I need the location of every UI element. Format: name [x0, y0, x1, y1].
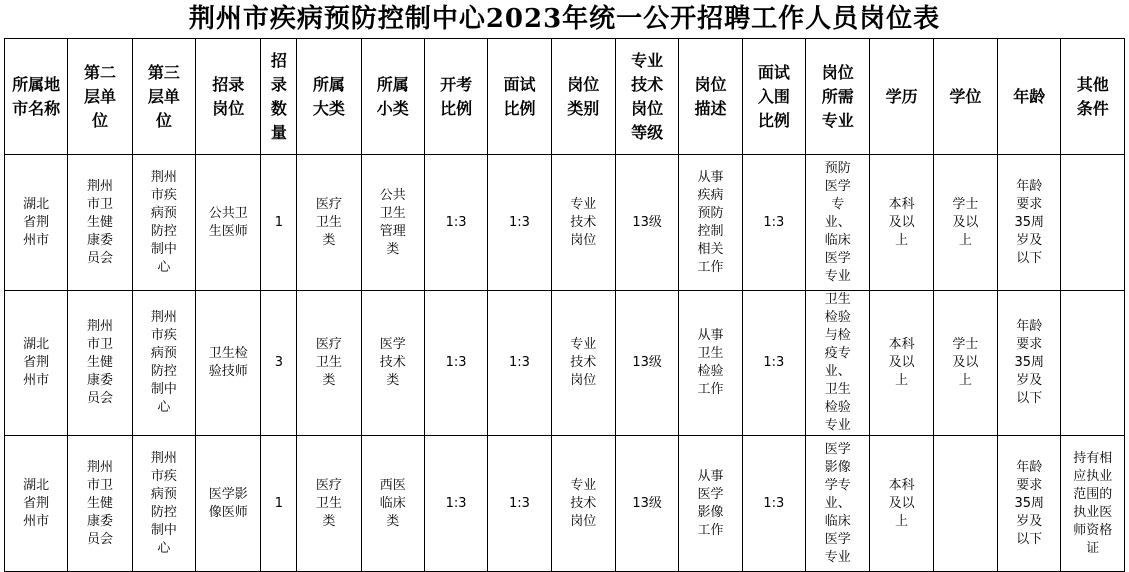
grade-value: 13级 [632, 355, 662, 370]
table-cell [742, 291, 805, 436]
position-type-value: 专业技术岗位 [570, 196, 597, 248]
table-cell [616, 436, 679, 572]
interview-ratio-value: 1:3 [508, 495, 530, 511]
shortlist-ratio-value: 1:3 [763, 495, 785, 511]
education-value: 本科及以上 [888, 477, 915, 529]
table-cell [616, 291, 679, 436]
table-cell [132, 436, 195, 572]
header-label: 招录数量 [270, 50, 287, 142]
major-category-value: 医疗卫生类 [315, 196, 342, 248]
header-label: 学历 [885, 86, 918, 106]
header-cell [933, 39, 997, 155]
table-cell [998, 291, 1061, 436]
table-cell [488, 436, 551, 572]
header-cell [998, 39, 1061, 155]
table-cell [742, 155, 805, 291]
table-cell [261, 436, 297, 572]
table-cell [68, 155, 132, 291]
second-level-unit-value: 荆州市卫生健康委员会 [87, 178, 114, 266]
second-level-unit-value: 荆州市卫生健康委员会 [87, 459, 114, 547]
header-cell [551, 39, 615, 155]
table-cell [68, 436, 132, 572]
header-label: 所属小类 [376, 74, 409, 118]
sub-category-value: 公共卫生管理类 [379, 187, 406, 257]
table-cell [361, 291, 424, 436]
header-cell [361, 39, 424, 155]
shortlist-ratio-value: 1:3 [763, 355, 785, 370]
header-label: 第二层单位 [84, 62, 117, 130]
table-cell [679, 291, 742, 436]
quantity-value: 1 [274, 495, 283, 511]
table-cell [806, 291, 870, 436]
header-cell [1061, 39, 1125, 155]
table-cell [870, 155, 933, 291]
table-cell [5, 291, 68, 436]
position-type-value: 专业技术岗位 [570, 477, 597, 529]
exam-ratio-value: 1:3 [445, 495, 467, 511]
sub-category-value: 西医临床类 [379, 477, 406, 529]
third-level-unit-value: 荆州市疾病预防控制中心 [150, 169, 177, 275]
header-row [5, 39, 1125, 155]
shortlist-ratio-value: 1:3 [763, 214, 785, 230]
header-label: 面试入围比例 [757, 62, 790, 130]
header-label: 岗位描述 [694, 74, 727, 118]
major-value: 医学影像学专业、临床医学专业 [824, 441, 851, 565]
major-category-value: 医疗卫生类 [315, 477, 342, 529]
header-label: 其他条件 [1076, 74, 1109, 118]
positions-table [4, 38, 1125, 572]
table-cell [933, 436, 997, 572]
table-cell [424, 436, 487, 572]
table-cell [196, 291, 261, 436]
grade-value: 13级 [632, 495, 662, 511]
exam-ratio-value: 1:3 [445, 355, 467, 370]
table-cell [5, 436, 68, 572]
major-value: 卫生检验与检疫专业、卫生检验专业 [824, 292, 851, 433]
major-value: 预防医学专业、临床医学专业 [824, 160, 851, 284]
page-title: 荆州市疾病预防控制中心2023年统一公开招聘工作人员岗位表 [188, 4, 941, 34]
table-cell [68, 291, 132, 436]
table-cell [1061, 291, 1125, 436]
header-label: 岗位所需专业 [821, 62, 854, 130]
header-cell [297, 39, 361, 155]
table-cell [616, 155, 679, 291]
header-cell [68, 39, 132, 155]
description-value: 从事疾病预防控制相关工作 [697, 169, 724, 275]
table-cell [132, 155, 195, 291]
position-value: 医学影像医师 [208, 486, 248, 520]
second-level-unit-value: 荆州市卫生健康委员会 [87, 319, 114, 406]
third-level-unit-value: 荆州市疾病预防控制中心 [150, 450, 177, 556]
header-cell [616, 39, 679, 155]
age-value: 年龄要求35周岁及以下 [1014, 178, 1045, 266]
table-cell [551, 291, 615, 436]
table-cell [742, 436, 805, 572]
table-cell [261, 291, 297, 436]
table-cell [551, 436, 615, 572]
table-cell [261, 155, 297, 291]
description-value: 从事卫生检验工作 [697, 328, 724, 397]
grade-value: 13级 [632, 214, 662, 230]
table-cell [5, 155, 68, 291]
quantity-value: 1 [274, 214, 283, 230]
header-cell [806, 39, 870, 155]
exam-ratio-value: 1:3 [445, 214, 467, 230]
description-value: 从事医学影像工作 [697, 468, 724, 538]
interview-ratio-value: 1:3 [508, 214, 530, 230]
table-cell [551, 155, 615, 291]
position-value: 卫生检验技师 [208, 346, 248, 379]
position-value: 公共卫生医师 [208, 205, 248, 239]
table-cell [297, 436, 361, 572]
header-label: 学位 [949, 86, 982, 106]
table-cell [361, 155, 424, 291]
interview-ratio-value: 1:3 [508, 355, 530, 370]
degree-value: 学士及以上 [952, 196, 979, 248]
other-conditions-value: 持有相应执业范围的执业医师资格证 [1073, 450, 1113, 556]
header-cell [870, 39, 933, 155]
header-label: 面试比例 [503, 74, 536, 118]
header-label: 开考比例 [440, 74, 473, 118]
table-row [5, 291, 1125, 436]
table-cell [1061, 436, 1125, 572]
table-cell [806, 436, 870, 572]
table-cell [806, 155, 870, 291]
table-row [5, 436, 1125, 572]
header-label: 岗位类别 [567, 74, 600, 118]
region-value: 湖北省荆州市 [23, 196, 50, 248]
header-label: 专业技术岗位等级 [631, 50, 664, 142]
header-cell [261, 39, 297, 155]
table-cell [488, 291, 551, 436]
header-label: 所属地市名称 [12, 74, 61, 118]
age-value: 年龄要求35周岁及以下 [1014, 319, 1045, 406]
table-cell [196, 155, 261, 291]
header-cell [424, 39, 487, 155]
third-level-unit-value: 荆州市疾病预防控制中心 [150, 310, 177, 415]
table-cell [424, 291, 487, 436]
table-cell [361, 436, 424, 572]
header-cell [488, 39, 551, 155]
header-cell [196, 39, 261, 155]
table-cell [998, 155, 1061, 291]
table-cell [998, 436, 1061, 572]
table-cell [297, 155, 361, 291]
header-label: 所属大类 [312, 74, 345, 118]
header-cell [679, 39, 742, 155]
major-category-value: 医疗卫生类 [315, 337, 342, 388]
quantity-value: 3 [274, 355, 283, 370]
header-cell [742, 39, 805, 155]
header-label: 招录岗位 [212, 74, 245, 118]
header-cell [5, 39, 68, 155]
table-cell [933, 291, 997, 436]
education-value: 本科及以上 [888, 196, 915, 248]
sub-category-value: 医学技术类 [379, 337, 406, 388]
region-value: 湖北省荆州市 [23, 337, 50, 388]
degree-value: 学士及以上 [952, 337, 979, 388]
header-label: 第三层单位 [147, 62, 180, 130]
table-cell [1061, 155, 1125, 291]
position-type-value: 专业技术岗位 [570, 337, 597, 388]
table-cell [679, 155, 742, 291]
table-cell [196, 436, 261, 572]
age-value: 年龄要求35周岁及以下 [1014, 459, 1045, 547]
table-cell [488, 155, 551, 291]
education-value: 本科及以上 [888, 337, 915, 388]
table-cell [870, 436, 933, 572]
table-cell [132, 291, 195, 436]
table-cell [933, 155, 997, 291]
table-cell [424, 155, 487, 291]
table-row [5, 155, 1125, 291]
table-cell [297, 291, 361, 436]
table-cell [870, 291, 933, 436]
region-value: 湖北省荆州市 [23, 477, 50, 529]
header-label: 年龄 [1013, 86, 1046, 106]
table-cell [679, 436, 742, 572]
header-cell [132, 39, 195, 155]
